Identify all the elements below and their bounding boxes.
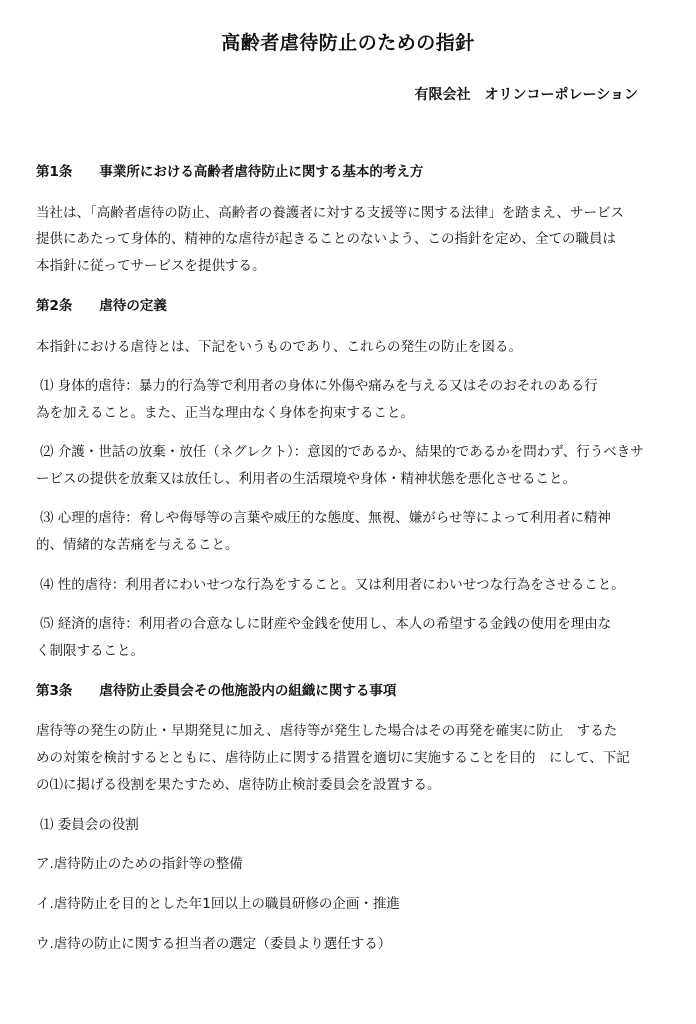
definition-item-economic-cont: く制限すること。 [36,643,144,659]
definition-item-sexual: ⑷ 性的虐待：利用者にわいせつな行為をすること。又は利用者にわいせつな行為をさせること。 [40,577,625,593]
definition-item-psychological-cont: 的、情緒的な苦痛を与えること。 [36,537,239,553]
article1-heading: 第1条 事業所における高齢者虐待防止に関する基本的考え方 [36,164,424,180]
definition-item-physical-cont: 為を加えること。また、正当な理由なく身体を拘束すること。 [36,405,414,421]
definition-item-neglect-cont: ービスの提供を放棄又は放任し、利用者の生活環境や身体・精神状態を悪化させること。 [36,471,576,487]
article1-body-line: 本指針に従ってサービスを提供する。 [36,258,266,274]
committee-role-item: ア.虐待防止のための指針等の整備 [36,856,243,872]
article3-body-line: 虐待等の発生の防止・早期発見に加え、虐待等が発生した場合はその再発を確実に防止 するた [36,723,618,739]
article3-heading: 第3条 虐待防止委員会その他施設内の組織に関する事項 [36,683,397,699]
document-title: 高齢者虐待防止のための指針 [221,32,475,54]
article1-body-line: 当社は、「高齢者虐待の防止、高齢者の養護者に対する支援等に関する法律」を踏まえ、サービス [36,205,625,221]
article3-body-line: めの対策を検討するとともに、虐待防止に関する措置を適切に実施することを目的 にして、下記 [36,750,630,766]
definition-item-physical: ⑴ 身体的虐待：暴力的行為等で利用者の身体に外傷や痛みを与える又はそのおそれのある行 [40,378,598,394]
definition-item-neglect: ⑵ 介護・世話の放棄・放任（ネグレクト）：意図的であるか、結果的であるかを問わず、行うべきサ [40,444,644,460]
article2-heading: 第2条 虐待の定義 [36,298,167,314]
article2-intro: 本指針における虐待とは、下記をいうものであり、これらの発生の防止を図る。 [36,339,522,355]
definition-item-psychological: ⑶ 心理的虐待：脅しや侮辱等の言葉や威圧的な態度、無視、嫌がらせ等によって利用者に精神 [40,510,611,526]
article1-body-line: 提供にあたって身体的、精神的な虐待が起きることのないよう、この指針を定め、全ての職員は [36,231,616,247]
article3-body-line: の⑴に掲げる役割を果たすため、虐待防止検討委員会を設置する。 [36,777,441,793]
committee-role-item: イ.虐待防止を目的とした年1回以上の職員研修の企画・推進 [36,896,400,912]
committee-role-subheading: ⑴ 委員会の役割 [40,817,139,833]
company-name: 有限会社 オリンコーポレーション [414,87,638,103]
committee-role-item: ウ.虐待の防止に関する担当者の選定（委員より選任する） [36,936,392,952]
definition-item-economic: ⑸ 経済的虐待：利用者の合意なしに財産や金銭を使用し、本人の希望する金銭の使用を理由な [40,616,612,632]
